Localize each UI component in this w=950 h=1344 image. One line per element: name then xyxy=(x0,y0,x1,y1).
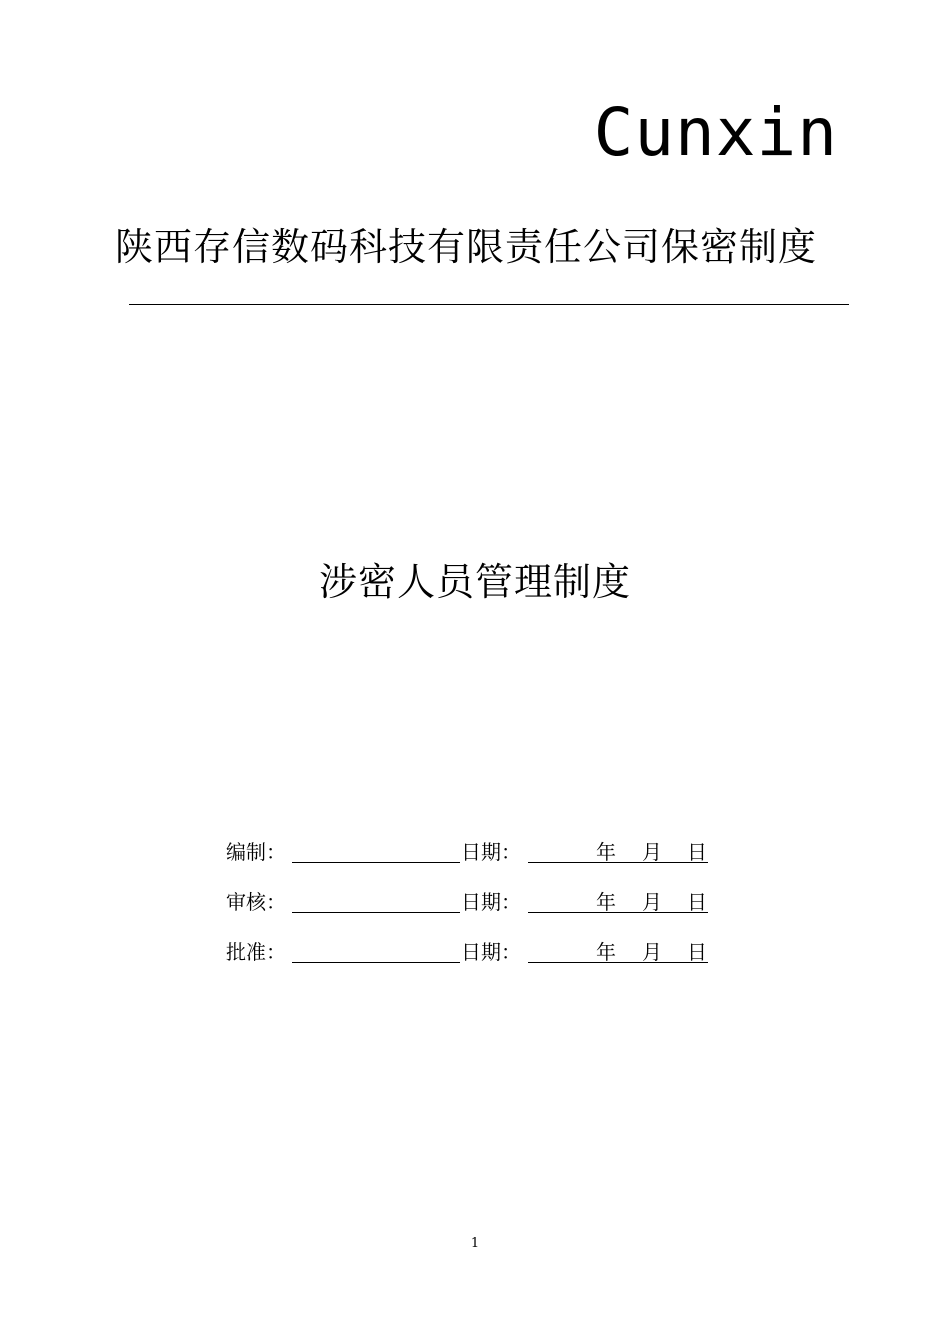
approve-day-label: 日 xyxy=(687,940,707,964)
signoff-row-approve xyxy=(226,932,726,964)
compile-month-label: 月 xyxy=(642,840,662,864)
approve-date-line xyxy=(528,962,708,963)
company-title: 陕西存信数码科技有限责任公司保密制度 xyxy=(115,225,818,269)
approve-year-label: 年 xyxy=(596,940,616,964)
document-title: 涉密人员管理制度 xyxy=(318,560,631,604)
compile-day-label: 日 xyxy=(687,840,707,864)
header-divider xyxy=(129,304,849,305)
brand-text: Cunxin xyxy=(593,94,838,171)
review-year-label: 年 xyxy=(596,890,616,914)
compile-label: 编制： xyxy=(226,840,286,864)
compile-year-label: 年 xyxy=(596,840,616,864)
page-number: 1 xyxy=(470,1236,480,1251)
approve-label: 批准： xyxy=(226,940,286,964)
review-date-line xyxy=(528,912,708,913)
compile-date-line xyxy=(528,862,708,863)
review-signature-line xyxy=(292,912,460,913)
approve-date-label: 日期： xyxy=(461,940,521,964)
compile-date-label: 日期： xyxy=(461,840,521,864)
approve-month-label: 月 xyxy=(642,940,662,964)
approve-signature-line xyxy=(292,962,460,963)
review-label: 审核： xyxy=(226,890,286,914)
review-day-label: 日 xyxy=(687,890,707,914)
review-month-label: 月 xyxy=(642,890,662,914)
compile-signature-line xyxy=(292,862,460,863)
review-date-label: 日期： xyxy=(461,890,521,914)
signoff-row-compile xyxy=(226,832,726,864)
signoff-row-review xyxy=(226,882,726,914)
